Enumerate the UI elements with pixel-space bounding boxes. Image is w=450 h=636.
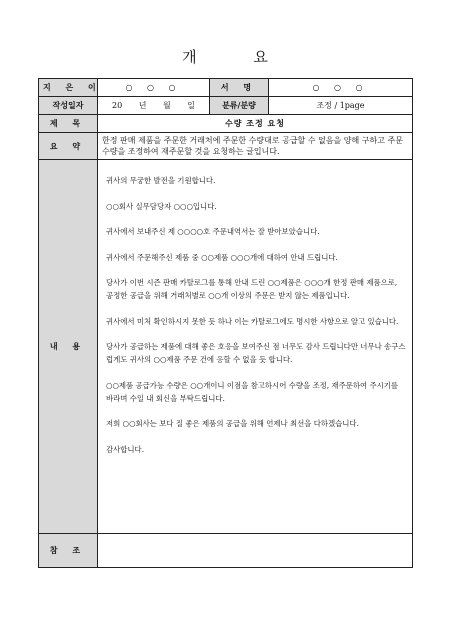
- summary-value: 한정 판매 제품을 주문한 거래처에 주문한 수량대로 공급할 수 없음을 양해 구하고 주문수량을 조정하여 재주문할 것을 요청하는 글입니다.: [98, 133, 413, 160]
- reference-value: [98, 534, 413, 568]
- reference-row: [39, 534, 413, 568]
- subject-row: [39, 115, 413, 133]
- reference-label: 참 조: [39, 534, 98, 568]
- document-title: 개 요: [182, 48, 294, 66]
- summary-label: 요 약: [39, 133, 98, 160]
- date-value: 20 년 월 일: [98, 97, 210, 115]
- content-paragraph: 저희 ○○회사는 보다 질 좋은 제품의 공급을 위해 언제나 최선을 다하겠습니다.: [106, 419, 359, 428]
- content-paragraph: 귀사에서 주문해주신 제품 중 ○○제품 ○○○개에 대하여 안내 드립니다.: [106, 252, 338, 262]
- content-paragraph: ○○회사 실무담당자 ○○○입니다.: [106, 201, 217, 211]
- author-value: ○ ○ ○: [98, 79, 210, 97]
- subject-value: 수량 조정 요청: [98, 115, 413, 133]
- signature-label: 서 명: [210, 79, 269, 97]
- subject-label: 제 목: [39, 115, 98, 133]
- overview-table: [38, 78, 413, 568]
- signature-value: ○ ○ ○: [269, 79, 413, 97]
- author-row: [39, 79, 413, 97]
- date-row: [39, 97, 413, 115]
- category-label: 분류/분량: [210, 97, 269, 115]
- content-paragraph: 귀사에서 미처 확인하시지 못한 듯 하나 이는 카탈로그에도 명시한 사항으로 알고 있습니다.: [106, 316, 399, 326]
- content-paragraph: 귀사의 무궁한 발전을 기원합니다.: [106, 176, 216, 185]
- summary-row: [39, 133, 413, 160]
- content-row: [39, 160, 413, 534]
- content-body: [98, 160, 413, 534]
- content-paragraph: 당사가 이번 시즌 판매 카탈로그를 통해 안내 드린 ○○제품은 ○○○개 한정 판매 제품으로, 공정한 공급을 위해 거래처별로 ○○개 이상의 주문은 받지 않는 제품입니다.: [106, 278, 398, 300]
- content-paragraph: 귀사에서 보내주신 제 ○○○○호 주문내역서는 잘 받아보았습니다.: [106, 227, 320, 236]
- content-label: 내 용: [39, 160, 98, 534]
- date-label: 작성일자: [39, 97, 98, 115]
- content-paragraph: ○○제품 공급가능 수량은 ○○개이니 이점을 참고하시어 수량을 조정, 재주문하여 주시기를 바라며 수일 내 회신을 부탁드립니다.: [106, 380, 399, 403]
- category-value: 조정 / 1page: [269, 97, 413, 115]
- content-paragraph: 당사가 공급하는 제품에 대해 좋은 호응을 보여주신 점 너무도 감사 드립니다만 너무나 송구스럽게도 귀사의 ○○제품 주문 건에 응할 수 없을 듯 합니다.: [106, 342, 406, 364]
- content-paragraph: 감사합니다.: [106, 444, 145, 454]
- author-label: 지 은 이: [39, 79, 98, 97]
